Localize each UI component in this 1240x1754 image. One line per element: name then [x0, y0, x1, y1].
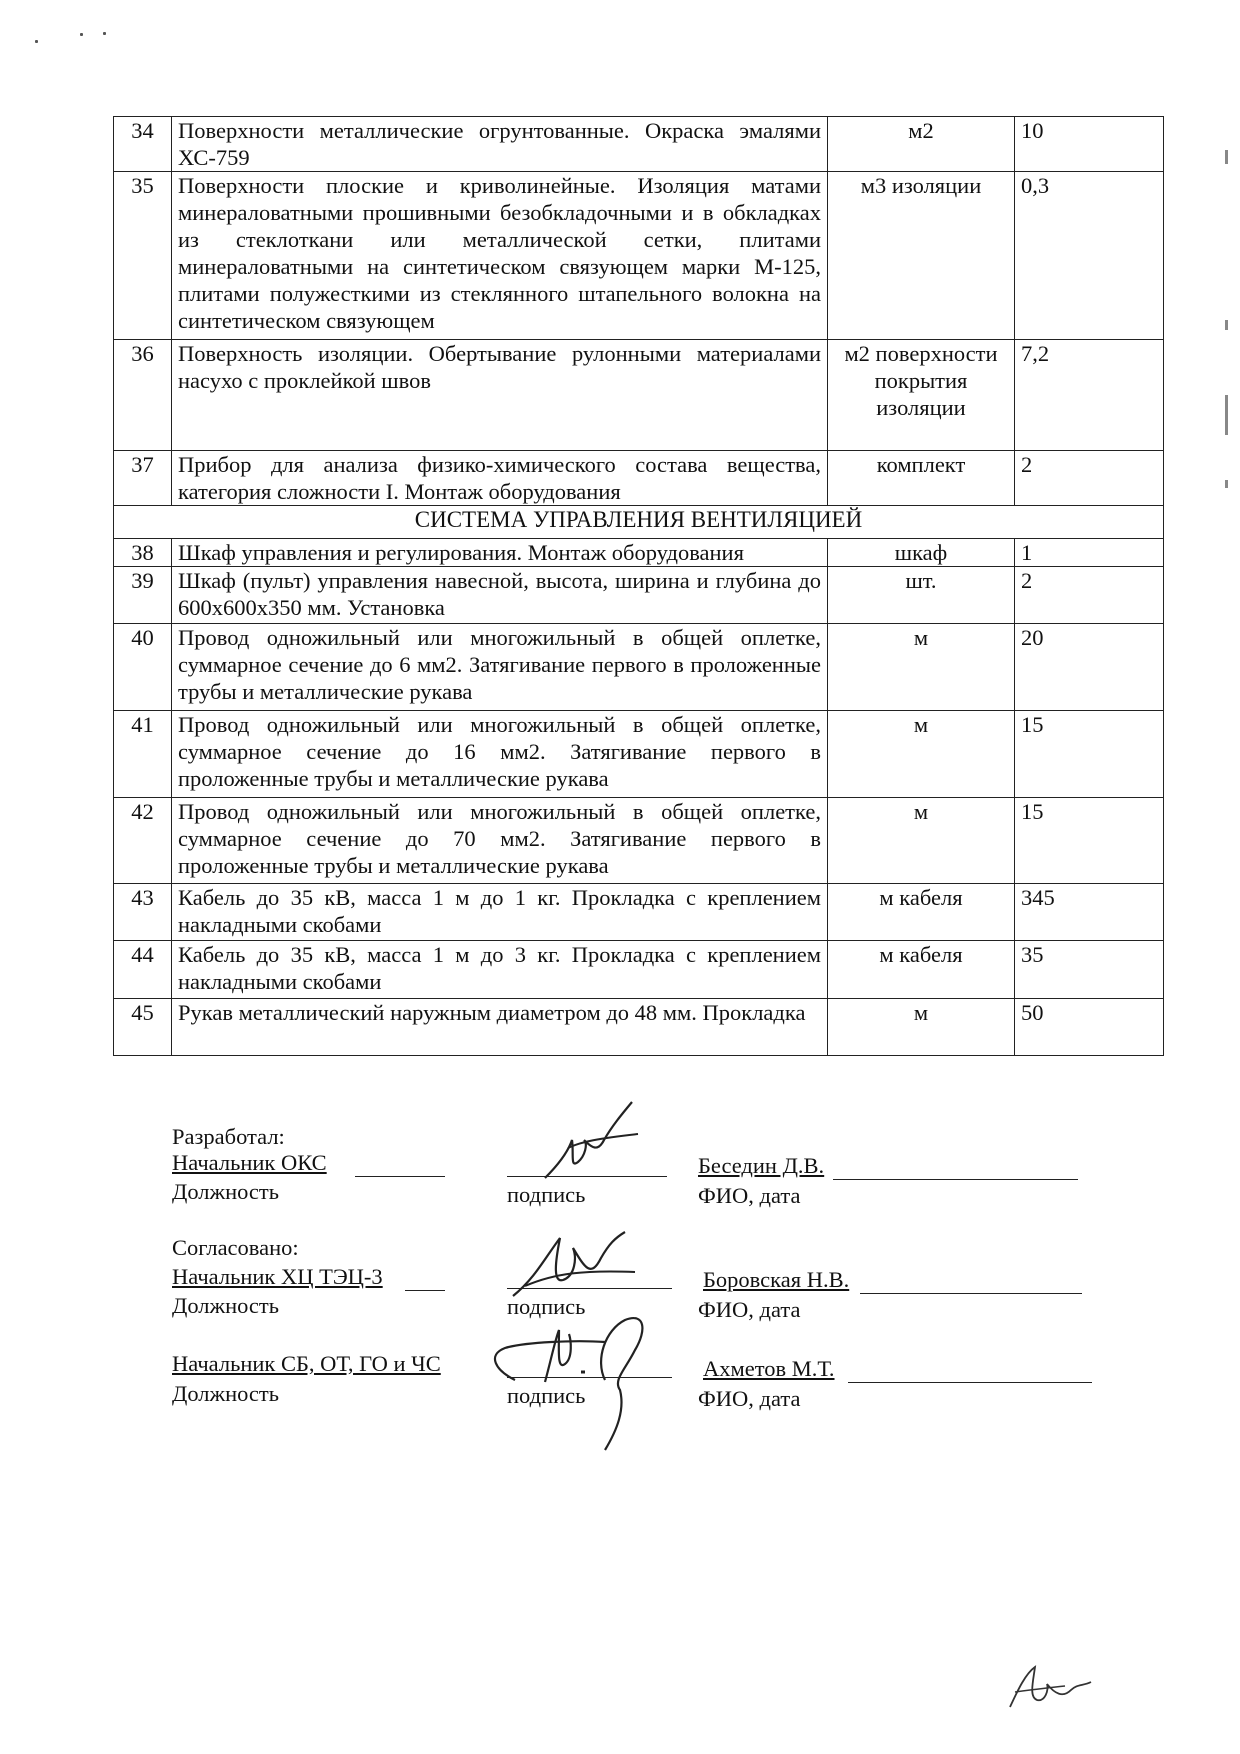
- row-number: 40: [114, 624, 172, 711]
- table-row: [114, 539, 1164, 567]
- position-caption: Должность: [172, 1381, 280, 1406]
- name-underline: [833, 1179, 1078, 1180]
- work-description: Кабель до 35 кВ, масса 1 м до 1 кг. Прокладка с креплением накладными скобами: [172, 884, 828, 941]
- position-caption: Должность: [172, 1293, 280, 1318]
- unit-of-measure: м: [828, 999, 1015, 1056]
- table-row: [114, 451, 1164, 506]
- signatory-position: Начальник ОКС: [172, 1150, 327, 1175]
- scan-speck: [35, 40, 38, 43]
- table-row: [114, 941, 1164, 999]
- quantity: 1: [1015, 539, 1164, 567]
- unit-of-measure: м кабеля: [828, 941, 1015, 999]
- name-underline: [860, 1293, 1082, 1294]
- signatory-position: Начальник ХЦ ТЭЦ-3: [172, 1264, 383, 1289]
- quantity: 35: [1015, 941, 1164, 999]
- work-description: Шкаф управления и регулирования. Монтаж оборудования: [172, 539, 828, 567]
- work-description: Шкаф (пульт) управления навесной, высота, ширина и глубина до 600х600х350 мм. Установка: [172, 567, 828, 624]
- table-row: [114, 340, 1164, 451]
- quantity: 20: [1015, 624, 1164, 711]
- handwritten-signature: [485, 1300, 685, 1460]
- table-row: [114, 999, 1164, 1056]
- table-row: [114, 798, 1164, 884]
- scan-speck: [103, 32, 106, 35]
- section-row: [114, 506, 1164, 539]
- position-caption: Должность: [172, 1179, 280, 1204]
- unit-of-measure: м: [828, 711, 1015, 798]
- work-description: Поверхность изоляции. Обертывание рулонными материалами насухо с проклейкой швов: [172, 340, 828, 451]
- signatory-name: Боровская Н.В.: [703, 1267, 850, 1292]
- name-caption: ФИО, дата: [698, 1297, 801, 1322]
- work-description: Прибор для анализа физико-химического состава вещества, категория сложности I. Монтаж оборудования: [172, 451, 828, 506]
- work-description: Поверхности плоские и криволинейные. Изоляция матами минераловатными прошивными безобкладочными и в обкладках из стеклоткани или металлической сетки, плитами минераловатными на синтетическом связующем марки М-125, плитами полужесткими из стеклянного штапельного волокна на синтетическом связующем: [172, 172, 828, 340]
- quantity: 15: [1015, 711, 1164, 798]
- work-description: Провод одножильный или многожильный в общей оплетке, суммарное сечение до 70 мм2. Затягивание первого в проложенные трубы и металлические рукава: [172, 798, 828, 884]
- row-number: 43: [114, 884, 172, 941]
- name-caption: ФИО, дата: [698, 1386, 801, 1411]
- signature-caption: подпись: [507, 1182, 586, 1207]
- row-number: 41: [114, 711, 172, 798]
- handwritten-signature: [505, 1228, 645, 1308]
- quantity: 2: [1015, 451, 1164, 506]
- row-number: 34: [114, 117, 172, 172]
- table-row: [114, 567, 1164, 624]
- row-number: 44: [114, 941, 172, 999]
- row-number: 37: [114, 451, 172, 506]
- signature-caption: подпись: [507, 1294, 586, 1319]
- scan-edge-mark: [1225, 150, 1228, 164]
- unit-of-measure: комплект: [828, 451, 1015, 506]
- work-description: Рукав металлический наружным диаметром до 48 мм. Прокладка: [172, 999, 828, 1056]
- quantity: 2: [1015, 567, 1164, 624]
- table-row: [114, 172, 1164, 340]
- handwritten-signature: [540, 1100, 650, 1185]
- unit-of-measure: м3 изоляции: [828, 172, 1015, 340]
- signatory-position: Начальник СБ, ОТ, ГО и ЧС: [172, 1351, 441, 1376]
- row-number: 36: [114, 340, 172, 451]
- section-title: СИСТЕМА УПРАВЛЕНИЯ ВЕНТИЛЯЦИЕЙ: [114, 506, 1164, 539]
- scan-edge-mark: [1225, 395, 1228, 435]
- row-number: 35: [114, 172, 172, 340]
- signatory-name: Беседин Д.В.: [698, 1153, 825, 1178]
- table-row: [114, 884, 1164, 941]
- works-table: [113, 116, 1164, 1056]
- quantity: 7,2: [1015, 340, 1164, 451]
- quantity: 0,3: [1015, 172, 1164, 340]
- scan-edge-mark: [1225, 320, 1228, 330]
- name-caption: ФИО, дата: [698, 1183, 801, 1208]
- work-description: Провод одножильный или многожильный в общей оплетке, суммарное сечение до 16 мм2. Затягивание первого в проложенные трубы и металлические рукава: [172, 711, 828, 798]
- signatory-name: Ахметов М.Т.: [703, 1356, 835, 1381]
- quantity: 15: [1015, 798, 1164, 884]
- scan-speck: [80, 33, 83, 36]
- unit-of-measure: м: [828, 798, 1015, 884]
- position-underline: [355, 1176, 445, 1177]
- scan-edge-mark: [1225, 480, 1228, 488]
- name-underline: [848, 1382, 1092, 1383]
- unit-of-measure: м: [828, 624, 1015, 711]
- unit-of-measure: шкаф: [828, 539, 1015, 567]
- row-number: 39: [114, 567, 172, 624]
- unit-of-measure: м2: [828, 117, 1015, 172]
- quantity: 10: [1015, 117, 1164, 172]
- approved-label: Согласовано:: [172, 1235, 299, 1260]
- table-row: [114, 711, 1164, 798]
- unit-of-measure: шт.: [828, 567, 1015, 624]
- row-number: 38: [114, 539, 172, 567]
- quantity: 50: [1015, 999, 1164, 1056]
- initials-mark: [1005, 1662, 1095, 1717]
- developed-label: Разработал:: [172, 1124, 285, 1149]
- signature-caption: подпись: [507, 1383, 586, 1408]
- quantity: 345: [1015, 884, 1164, 941]
- table-row: [114, 117, 1164, 172]
- work-description: Провод одножильный или многожильный в общей оплетке, суммарное сечение до 6 мм2. Затягивание первого в проложенные трубы и металлические рукава: [172, 624, 828, 711]
- unit-of-measure: м кабеля: [828, 884, 1015, 941]
- work-description: Поверхности металлические огрунтованные. Окраска эмалями ХС-759: [172, 117, 828, 172]
- table-row: [114, 624, 1164, 711]
- row-number: 45: [114, 999, 172, 1056]
- work-description: Кабель до 35 кВ, масса 1 м до 3 кг. Прокладка с креплением накладными скобами: [172, 941, 828, 999]
- position-underline: [405, 1290, 445, 1291]
- row-number: 42: [114, 798, 172, 884]
- unit-of-measure: м2 поверхности покрытия изоляции: [828, 340, 1015, 451]
